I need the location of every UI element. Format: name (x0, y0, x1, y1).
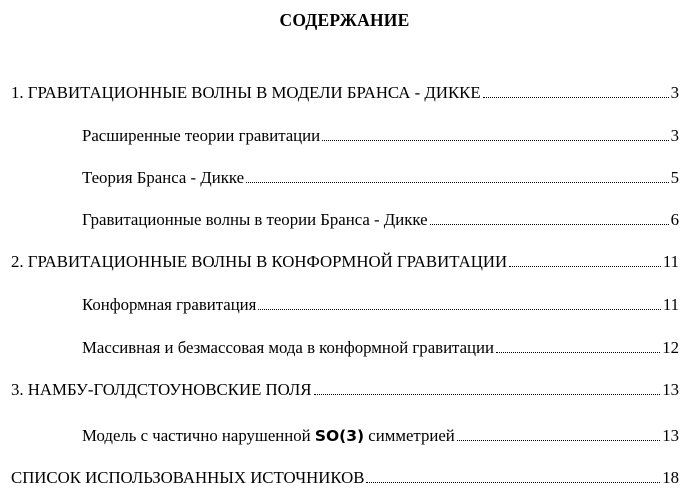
toc-entry-references[interactable] (11, 466, 679, 488)
toc-dot-leader (314, 394, 661, 395)
toc-page-number: 3 (670, 83, 679, 102)
toc-page-number: 11 (662, 295, 679, 314)
toc-entry-title: Расширенные теории гравитации (82, 126, 321, 145)
toc-page-number: 13 (662, 426, 679, 445)
page-title: СОДЕРЖАНИЕ (279, 10, 410, 30)
toc-page-number: 18 (662, 468, 679, 487)
toc-entry-section-1[interactable] (11, 81, 679, 103)
toc-dot-leader (322, 140, 668, 141)
toc-page-number: 6 (670, 210, 679, 229)
toc-dot-leader (496, 352, 660, 353)
toc-page-number: 13 (662, 380, 679, 399)
toc-entry-title: 1. ГРАВИТАЦИОННЫЕ ВОЛНЫ В МОДЕЛИ БРАНСА - ДИККЕ (11, 83, 481, 102)
toc-page-number: 12 (662, 338, 679, 357)
toc-dot-leader (509, 266, 661, 267)
toc-entry-title: Конформная гравитация (82, 295, 257, 314)
toc-entry-title: 2. ГРАВИТАЦИОННЫЕ ВОЛНЫ В КОНФОРМНОЙ ГРАВИТАЦИИ (11, 252, 508, 271)
toc-entry-title: СПИСОК ИСПОЛЬЗОВАННЫХ ИСТОЧНИКОВ (11, 468, 365, 487)
toc-dot-leader (258, 309, 660, 310)
toc-page-number: 11 (662, 252, 679, 271)
toc-dot-leader (457, 440, 660, 441)
toc-dot-leader (366, 482, 660, 483)
so3-math-symbol: SO(3) (314, 427, 365, 445)
toc-entry-brans-dicke-theory[interactable] (82, 166, 679, 188)
toc-dot-leader (430, 224, 669, 225)
toc-dot-leader (246, 182, 669, 183)
toc-entry-title: 3. НАМБУ-ГОЛДСТОУНОВСКИЕ ПОЛЯ (11, 380, 312, 399)
toc-entry-so3-model[interactable] (82, 424, 679, 446)
toc-entry-title: Массивная и безмассовая мода в конформной гравитации (82, 338, 494, 357)
toc-entry-conformal-gravity[interactable] (82, 293, 679, 315)
toc-entry-title (82, 426, 455, 446)
toc-entry-title: Гравитационные волны в теории Бранса - Дикке (82, 210, 428, 229)
toc-page-number: 5 (670, 168, 679, 187)
toc-dot-leader (483, 97, 669, 98)
toc-page-number: 3 (670, 126, 679, 145)
toc-entry-section-2[interactable] (11, 250, 679, 272)
toc-entry-extended-theories[interactable] (82, 124, 679, 146)
toc-entry-title: Теория Бранса - Дикке (82, 168, 245, 187)
toc-entry-gw-brans-dicke[interactable] (82, 208, 679, 230)
toc-entry-massive-massless-mode[interactable] (82, 336, 679, 358)
toc-entry-section-3[interactable] (11, 378, 679, 400)
toc-entry-title-prefix: Модель с частично нарушенной (82, 426, 315, 445)
toc-entry-title-suffix: симметрией (364, 426, 455, 445)
